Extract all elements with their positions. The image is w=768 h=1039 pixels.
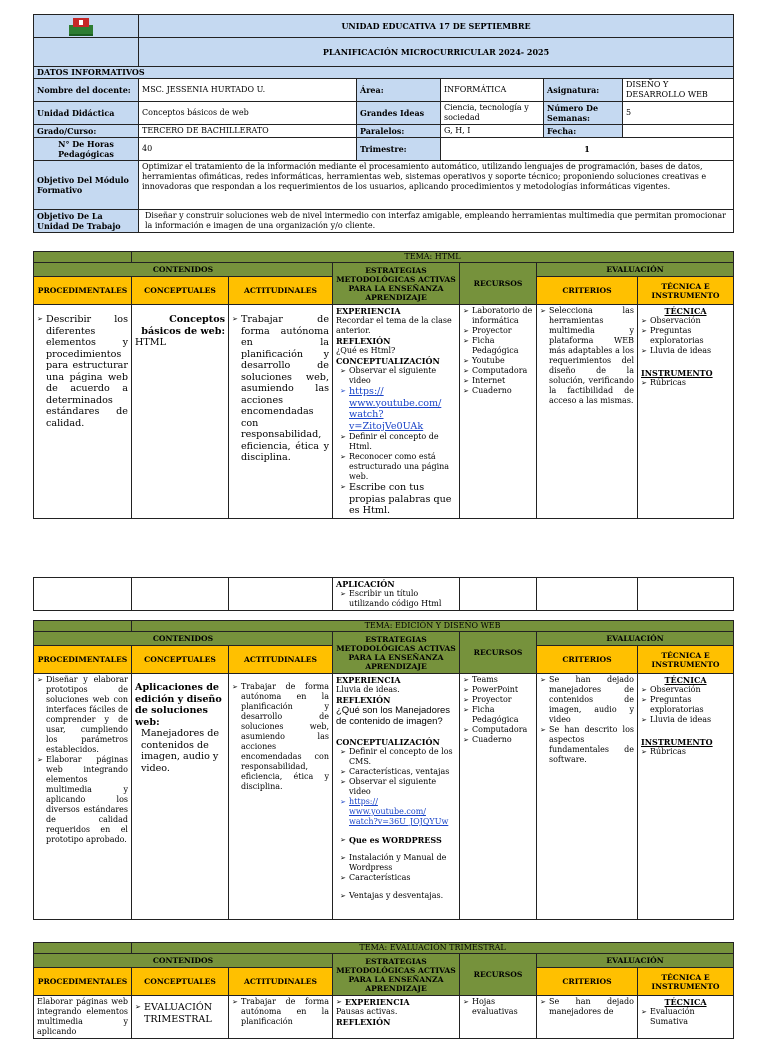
criterios-header: CRITERIOS (537, 968, 638, 996)
recurso-item: ➢ Hojas evaluativas (463, 997, 533, 1017)
recurso-item: ➢ Ficha Pedagógica (463, 336, 533, 356)
evaluacion-header: EVALUACIÓN (537, 954, 734, 968)
tema-edicion-title: TEMA: EDICIÓN Y DISEÑO WEB (132, 621, 734, 632)
grado-value: TERCERO DE BACHILLERATO (139, 125, 357, 138)
recursos-header: RECURSOS (460, 954, 537, 996)
conceptualizacion-item: ➢ Instalación y Manual de Wordpress (340, 853, 456, 873)
logo-cell-bottom (34, 38, 139, 67)
tema-evaluacion-table (33, 942, 734, 1039)
aplicacion-label: APLICACIÓN (336, 579, 395, 589)
experiencia-label: EXPERIENCIA (336, 306, 401, 316)
obj-unidad-label: Objetivo De La Unidad De Trabajo (34, 210, 139, 233)
tema-html-left (34, 252, 132, 263)
actitudinal-text: ➢ Trabajar de forma autónoma en la planificación y desarrollo de soluciones web, asumiendo las acciones encomendadas con responsabilidad, eficiencia, ética y disciplina. (232, 314, 329, 464)
semanas-label: Número De Semanas: (544, 102, 623, 125)
semanas-value: 5 (623, 102, 734, 125)
tecnica-label: TÉCNICA (664, 306, 707, 316)
recurso-item: ➢ Ficha Pedagógica (463, 705, 533, 725)
docente-value: MSC. JESSENIA HURTADO U. (139, 79, 357, 102)
tecnica-instrumento-header: TÉCNICA E INSTRUMENTO (638, 646, 734, 674)
tecnica-instrumento-header: TÉCNICA E INSTRUMENTO (638, 277, 734, 305)
tecnica-item: ➢ Preguntas exploratorias (641, 695, 730, 715)
conceptuales-header: CONCEPTUALES (132, 968, 229, 996)
recurso-item: ➢ Teams (463, 675, 533, 685)
conceptual-title: Conceptos básicos de web: (141, 314, 225, 337)
experiencia-label: EXPERIENCIA (336, 675, 401, 685)
criterio-text: ➢ Se han dejado manejadores de contenidos de imagen, audio y video (540, 675, 634, 725)
recurso-item: ➢ Cuaderno (463, 735, 533, 745)
criterios-header: CRITERIOS (537, 277, 638, 305)
horas-value: 40 (139, 138, 357, 161)
conceptualizacion-item: ➢ Observar el siguiente video (340, 777, 456, 797)
tecnica-item: ➢ Observación (641, 316, 730, 326)
conceptualizacion-item: ➢ Escribe con tus propias palabras que es Html. (340, 482, 456, 517)
procedimentales-header: PROCEDIMENTALES (34, 646, 132, 674)
docente-label: Nombre del docente: (34, 79, 139, 102)
tecnica-label: TÉCNICA (664, 675, 707, 685)
paralelos-value: G, H, I (441, 125, 544, 138)
recurso-item: ➢ Youtube (463, 356, 533, 366)
trimestre-label: Trimestre: (357, 138, 441, 161)
tema-html-continuation-table (33, 577, 734, 611)
estrategias-header: ESTRATEGIAS METODOLÓGICAS ACTIVAS PARA LA ENSEÑANZA APRENDIZAJE (333, 954, 460, 996)
asignatura-label: Asignatura: (544, 79, 623, 102)
area-label: Área: (357, 79, 441, 102)
conceptualizacion-item: ➢ Características (340, 873, 456, 883)
conceptualizacion-label: CONCEPTUALIZACIÓN (336, 356, 440, 366)
recurso-item: ➢ Internet (463, 376, 533, 386)
contenidos-header: CONTENIDOS (34, 632, 333, 646)
criterio-text: ➢ Se han dejado manejadores de (540, 997, 634, 1017)
procedimentales-header: PROCEDIMENTALES (34, 277, 132, 305)
conceptualizacion-item: ➢ Observar el siguiente video (340, 366, 456, 386)
instrumento-label: INSTRUMENTO (641, 737, 713, 747)
reflexion-label: REFLEXIÓN (336, 695, 391, 705)
recurso-item: ➢ Computadora (463, 366, 533, 376)
experiencia-text: Recordar el tema de la clase anterior. (336, 316, 452, 335)
experiencia-text: Lluvia de ideas. (336, 685, 400, 694)
conceptualizacion-item: ➢ Características, ventajas (340, 767, 456, 777)
evaluacion-header: EVALUACIÓN (537, 632, 734, 646)
recursos-header: RECURSOS (460, 632, 537, 674)
conceptual-title: Aplicaciones de edición y diseño de soluciones web: (135, 682, 222, 728)
contenidos-header: CONTENIDOS (34, 954, 333, 968)
obj-modulo-value: Optimizar el tratamiento de la información mediante el procesamiento automático, utilizando lenguajes de programación, bases de datos, herramientas ofimáticas, redes informáticas, herramientas web, sistemas operativos y soporte técnico; proponiendo soluciones creativas e innovadoras que respondan a los requerimientos de los usuarios, aplicando procedimientos y metodologías informáticas vigentes. (139, 161, 734, 210)
unidad-value: Conceptos básicos de web (139, 102, 357, 125)
section-title: DATOS INFORMATIVOS (34, 67, 734, 79)
conceptualizacion-label: CONCEPTUALIZACIÓN (336, 737, 440, 747)
conceptualizacion-item: ➢ Definir el concepto de los CMS. (340, 747, 456, 767)
instrumento-item: ➢ Rúbricas (641, 378, 730, 388)
conceptualizacion-item: ➢ Reconocer como está estructurado una página web. (340, 452, 456, 482)
evaluacion-header: EVALUACIÓN (537, 263, 734, 277)
conceptualizacion-item: ➢ Que es WORDPRESS (340, 835, 456, 845)
reflexion-label: REFLEXIÓN (336, 1017, 391, 1027)
reflexion-label: REFLEXIÓN (336, 336, 391, 346)
recurso-item: ➢ Proyector (463, 695, 533, 705)
ideas-label: Grandes Ideas (357, 102, 441, 125)
instrumento-label: INSTRUMENTO (641, 368, 713, 378)
conceptual-value: HTML (135, 337, 166, 348)
recurso-item: ➢ Cuaderno (463, 386, 533, 396)
criterio-text: ➢ Selecciona las herramientas multimedia y plataforma WEB más adaptables a los requerimientos del diseño de la solución, verificando la factibilidad de acceso a las mismas. (540, 306, 634, 406)
contenidos-header: CONTENIDOS (34, 263, 333, 277)
procedimentales-header: PROCEDIMENTALES (34, 968, 132, 996)
estrategias-header: ESTRATEGIAS METODOLÓGICAS ACTIVAS PARA LA ENSEÑANZA APRENDIZAJE (333, 632, 460, 674)
actitudinales-header: ACTITUDINALES (229, 646, 333, 674)
area-value: INFORMÁTICA (441, 79, 544, 102)
estrategias-header: ESTRATEGIAS METODOLÓGICAS ACTIVAS PARA LA ENSEÑANZA APRENDIZAJE (333, 263, 460, 305)
trimestre-value: 1 (441, 138, 734, 161)
actitudinales-header: ACTITUDINALES (229, 968, 333, 996)
school-logo-icon (68, 17, 94, 37)
actitudinal-text: ➢ Trabajar de forma autónoma en la planificación y desarrollo de soluciones web, asumiendo las acciones encomendadas con responsabilidad, eficiencia, ética y disciplina. (232, 682, 329, 792)
conceptualizacion-item: ➢ Ventajas y desventajas. (340, 891, 456, 901)
paralelos-label: Paralelos: (357, 125, 441, 138)
tecnica-item: ➢ Lluvia de ideas (641, 715, 730, 725)
ideas-value: Ciencia, tecnología y sociedad (441, 102, 544, 125)
asignatura-value: DISEÑO Y DESARROLLO WEB (623, 79, 734, 102)
recursos-header: RECURSOS (460, 263, 537, 305)
obj-unidad-value: Diseñar y construir soluciones web de nivel intermedio con interfaz amigable, empleando herramientas multimedia que permitan promocionar la información e imagen de una organización y/o cliente. (139, 210, 734, 233)
experiencia-text: Pausas activas. (336, 1007, 398, 1016)
fecha-label: Fecha: (544, 125, 623, 138)
procedimental-text: Elaborar páginas web integrando elementos multimedia y aplicando (34, 996, 132, 1039)
actitudinales-header: ACTITUDINALES (229, 277, 333, 305)
tecnica-item: ➢ Lluvia de ideas (641, 346, 730, 356)
plan-title: PLANIFICACIÓN MICROCURRICULAR 2024- 2025 (139, 38, 734, 67)
school-name: UNIDAD EDUCATIVA 17 DE SEPTIEMBRE (139, 15, 734, 38)
conceptual-value: ➢ EVALUACIÓN TRIMESTRAL (135, 1002, 225, 1025)
actitudinal-text: ➢ Trabajar de forma autónoma en la planificación (232, 997, 329, 1027)
procedimental-text: ➢ Elaborar páginas web integrando elementos multimedia y aplicando los diversos estándares de calidad requeridos en el prototipo aprobado. (37, 755, 128, 845)
tecnica-item: ➢ Evaluación Sumativa (641, 1007, 730, 1027)
experiencia-label: ➢ EXPERIENCIA (336, 997, 456, 1007)
procedimental-text: ➢ Diseñar y elaborar prototipos de soluciones web con interfaces fáciles de comprender y de usar, cumpliendo los parámetros establecidos. (37, 675, 128, 755)
obj-modulo-label: Objetivo Del Módulo Formativo (34, 161, 139, 210)
youtube-link[interactable]: ➢ https:// www.youtube.com/ watch?v=36U_JOJQYUw (340, 797, 456, 827)
tema-edicion-table (33, 620, 734, 920)
tecnica-item: ➢ Preguntas exploratorias (641, 326, 730, 346)
instrumento-item: ➢ Rúbricas (641, 747, 730, 757)
recurso-item: ➢ Laboratorio de informática (463, 306, 533, 326)
recurso-item: ➢ Computadora (463, 725, 533, 735)
unidad-label: Unidad Didáctica (34, 102, 139, 125)
horas-label: N° De Horas Pedagógicas (34, 138, 139, 161)
fecha-value (623, 125, 734, 138)
conceptuales-header: CONCEPTUALES (132, 646, 229, 674)
recurso-item: ➢ PowerPoint (463, 685, 533, 695)
criterios-header: CRITERIOS (537, 646, 638, 674)
grado-label: Grado/Curso: (34, 125, 139, 138)
tecnica-instrumento-header: TÉCNICA E INSTRUMENTO (638, 968, 734, 996)
reflexion-text: ¿Qué son los Manejadores de contenido de imagen? (336, 705, 451, 727)
tema-html-table (33, 251, 734, 519)
reflexion-text: ¿Qué es Html? (336, 346, 396, 355)
tecnica-item: ➢ Observación (641, 685, 730, 695)
conceptuales-header: CONCEPTUALES (132, 277, 229, 305)
tema-evaluacion-title: TEMA: EVALUACIÓN TRIMESTRAL (132, 943, 734, 954)
criterio-text: ➢ Se han descrito los aspectos fundamentales de software. (540, 725, 634, 765)
procedimental-text: ➢ Describir los diferentes elementos y procedimientos para estructurar una página web de acuerdo a determinados estándares de calidad. (37, 314, 128, 429)
youtube-link[interactable]: ➢ https:// www.youtube.com/ watch?v=ZitojVe0UAk (340, 386, 456, 432)
tema-html-title: TEMA: HTML (132, 252, 734, 263)
datos-informativos-table (33, 14, 734, 233)
tecnica-label: TÉCNICA (664, 997, 707, 1007)
conceptualizacion-item: ➢ Definir el concepto de Html. (340, 432, 456, 452)
aplicacion-item: ➢ Escribir un título utilizando código Html (340, 589, 456, 609)
recurso-item: ➢ Proyector (463, 326, 533, 336)
conceptual-value: Manejadores de contenidos de imagen, audio y video. (141, 728, 220, 774)
